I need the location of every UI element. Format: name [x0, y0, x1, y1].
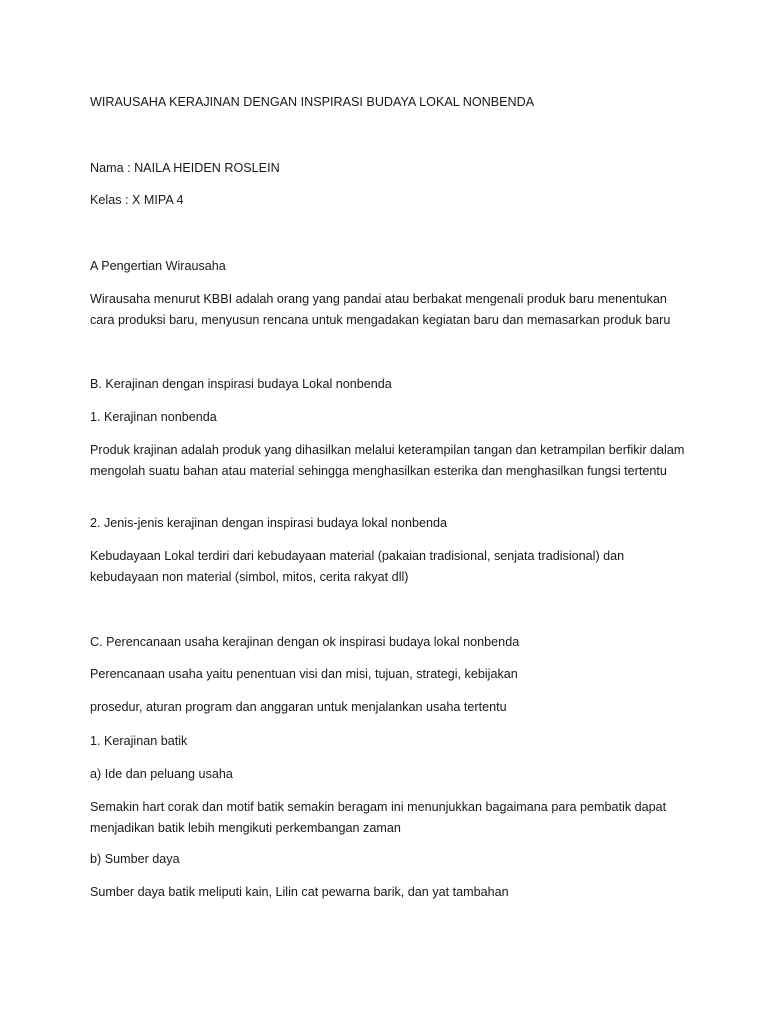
section-c-paragraph-2: prosedur, aturan program dan anggaran untuk menjalankan usaha tertentu — [90, 700, 507, 714]
item-b-paragraph: Sumber daya batik meliputi kain, Lilin cat pewarna barik, dan yat tambahan — [90, 885, 509, 899]
section-b-sub2-paragraph: Kebudayaan Lokal terdiri dari kebudayaan material (pakaian tradisional, senjata tradisional) dan kebudayaan non material (simbol, mitos, cerita rakyat dll) — [90, 549, 625, 584]
section-a-heading: A Pengertian Wirausaha — [90, 259, 226, 273]
section-b-sub1-paragraph: Produk krajinan adalah produk yang dihasilkan melalui keterampilan tangan dan ketrampilan berfikir dalam mengolah suatu bahan atau material sehingga menghasilkan esterika dan menghasilkan fungsi tertentu — [90, 443, 685, 478]
section-c-heading: C. Perencanaan usaha kerajinan dengan ok inspirasi budaya lokal nonbenda — [90, 635, 520, 649]
item-a-paragraph: Semakin hart corak dan motif batik semakin beragam ini menunjukkan bagaimana para pembatik dapat menjadikan batik lebih mengikuti perkembangan zaman — [90, 800, 667, 835]
document-title: WIRAUSAHA KERAJINAN DENGAN INSPIRASI BUDAYA LOKAL NONBENDA — [90, 95, 535, 109]
student-class: Kelas : X MIPA 4 — [90, 193, 184, 207]
section-b-heading: B. Kerajinan dengan inspirasi budaya Lokal nonbenda — [90, 377, 392, 391]
section-c-paragraph-1: Perencanaan usaha yaitu penentuan visi dan misi, tujuan, strategi, kebijakan — [90, 667, 518, 681]
item-a-heading: a) Ide dan peluang usaha — [90, 767, 233, 781]
section-a-paragraph: Wirausaha menurut KBBI adalah orang yang pandai atau berbakat mengenali produk baru menentukan cara produksi baru, menyusun rencana untuk mengadakan kegiatan baru dan memasarkan produk baru — [90, 292, 671, 327]
student-name: Nama : NAILA HEIDEN ROSLEIN — [90, 161, 280, 175]
section-b-sub2-heading: 2. Jenis-jenis kerajinan dengan inspirasi budaya lokal nonbenda — [90, 516, 448, 530]
section-b-sub1-heading: 1. Kerajinan nonbenda — [90, 410, 217, 424]
section-c-sub1-heading: 1. Kerajinan batik — [90, 734, 188, 748]
item-b-heading: b) Sumber daya — [90, 852, 180, 866]
